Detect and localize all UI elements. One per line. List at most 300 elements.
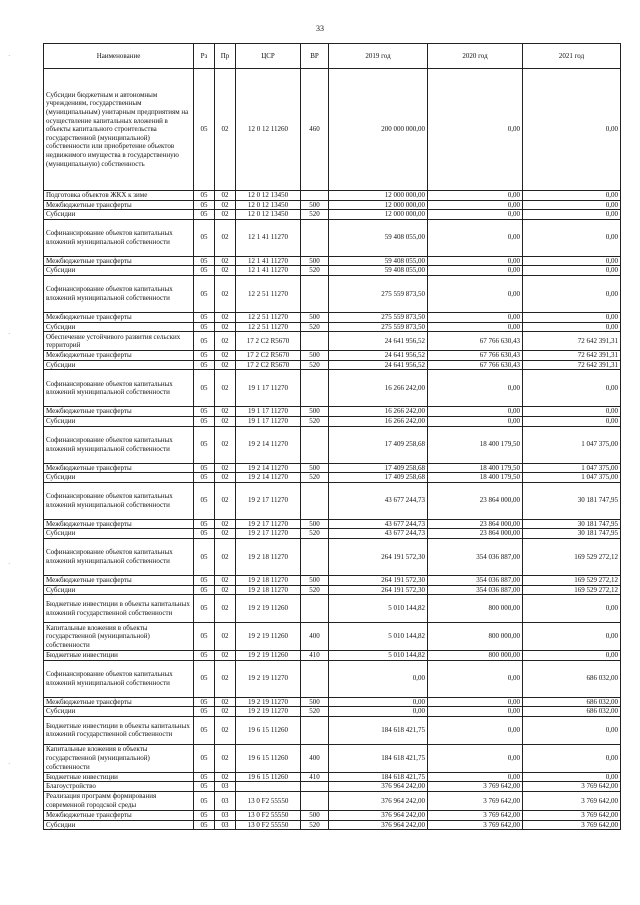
cell-name: Субсидии [44, 266, 194, 276]
cell-csr: 12 0 12 13450 [236, 200, 301, 210]
cell-2019: 59 408 055,00 [329, 219, 428, 256]
cell-csr: 12 0 12 13450 [236, 210, 301, 220]
cell-vr: 500 [301, 519, 329, 529]
cell-pr: 02 [215, 219, 236, 256]
table-row [44, 538, 621, 575]
table-row [44, 585, 621, 595]
cell-2019: 24 641 956,52 [329, 351, 428, 361]
cell-rz: 05 [194, 370, 215, 407]
cell-csr: 19 2 19 11270 [236, 660, 301, 697]
cell-2021: 0,00 [523, 312, 621, 322]
col-header-2021: 2021 год [523, 44, 621, 69]
cell-rz: 05 [194, 716, 215, 744]
cell-2020: 0,00 [428, 275, 523, 312]
cell-2020: 23 864 000,00 [428, 482, 523, 519]
cell-vr: 520 [301, 707, 329, 717]
cell-pr: 03 [215, 811, 236, 821]
cell-name: Межбюджетные трансферты [44, 697, 194, 707]
margin-mark: · [8, 52, 11, 60]
table-row [44, 200, 621, 210]
cell-vr [301, 219, 329, 256]
cell-csr: 19 2 14 11270 [236, 463, 301, 473]
col-header-rz: Рз [194, 44, 215, 69]
cell-2021: 30 181 747,95 [523, 529, 621, 539]
table-row [44, 219, 621, 256]
table-body [44, 69, 621, 830]
cell-name: Межбюджетные трансферты [44, 256, 194, 266]
cell-2021: 0,00 [523, 772, 621, 782]
cell-2019: 264 191 572,30 [329, 538, 428, 575]
cell-pr: 02 [215, 370, 236, 407]
cell-2019: 59 408 055,00 [329, 266, 428, 276]
cell-vr [301, 370, 329, 407]
cell-csr: 13 0 F2 55550 [236, 820, 301, 830]
cell-name: Субсидии [44, 585, 194, 595]
cell-name: Софинансирование объектов капитальных вложений муниципальной собственности [44, 660, 194, 697]
cell-name: Межбюджетные трансферты [44, 200, 194, 210]
cell-pr: 02 [215, 707, 236, 717]
cell-pr: 02 [215, 256, 236, 266]
cell-rz: 05 [194, 69, 215, 191]
cell-2020: 0,00 [428, 772, 523, 782]
cell-rz: 05 [194, 473, 215, 483]
cell-2021: 3 769 642,00 [523, 792, 621, 811]
cell-2019: 184 618 421,75 [329, 744, 428, 772]
cell-pr: 02 [215, 332, 236, 351]
cell-2019: 12 000 000,00 [329, 191, 428, 201]
cell-2019: 0,00 [329, 660, 428, 697]
cell-vr: 400 [301, 744, 329, 772]
table-row [44, 473, 621, 483]
cell-pr: 02 [215, 322, 236, 332]
cell-vr: 410 [301, 651, 329, 661]
cell-name: Обеспечение устойчивого развития сельских территорий [44, 332, 194, 351]
cell-csr: 12 1 41 11270 [236, 266, 301, 276]
table-row [44, 697, 621, 707]
cell-2020: 0,00 [428, 266, 523, 276]
table-row [44, 820, 621, 830]
cell-name: Субсидии [44, 473, 194, 483]
cell-pr: 02 [215, 407, 236, 417]
cell-csr: 19 1 17 11270 [236, 370, 301, 407]
cell-2019: 264 191 572,30 [329, 585, 428, 595]
cell-2019: 376 964 242,00 [329, 811, 428, 821]
cell-csr: 19 2 14 11270 [236, 473, 301, 483]
cell-vr [301, 792, 329, 811]
cell-2019: 5 010 144,82 [329, 623, 428, 651]
cell-csr: 17 2 C2 R5670 [236, 351, 301, 361]
cell-2020: 0,00 [428, 370, 523, 407]
cell-2021: 0,00 [523, 416, 621, 426]
cell-2019: 376 964 242,00 [329, 782, 428, 792]
cell-name: Софинансирование объектов капитальных вложений муниципальной собственности [44, 275, 194, 312]
cell-2021: 0,00 [523, 266, 621, 276]
cell-pr: 02 [215, 210, 236, 220]
cell-csr: 19 2 19 11260 [236, 651, 301, 661]
cell-2021: 169 529 272,12 [523, 575, 621, 585]
cell-2019: 275 559 873,50 [329, 275, 428, 312]
cell-2020: 3 769 642,00 [428, 792, 523, 811]
cell-vr [301, 716, 329, 744]
cell-2019: 0,00 [329, 707, 428, 717]
cell-2021: 0,00 [523, 370, 621, 407]
cell-vr: 500 [301, 312, 329, 322]
cell-pr: 02 [215, 744, 236, 772]
cell-pr: 02 [215, 651, 236, 661]
cell-vr: 500 [301, 575, 329, 585]
cell-name: Бюджетные инвестиции в объекты капитальных вложений государственной собственности [44, 595, 194, 623]
cell-2021: 1 047 375,00 [523, 426, 621, 463]
cell-2020: 0,00 [428, 191, 523, 201]
cell-rz: 05 [194, 416, 215, 426]
cell-pr: 02 [215, 660, 236, 697]
cell-rz: 05 [194, 322, 215, 332]
cell-rz: 05 [194, 351, 215, 361]
cell-2021: 3 769 642,00 [523, 811, 621, 821]
cell-rz: 05 [194, 210, 215, 220]
cell-2021: 0,00 [523, 256, 621, 266]
cell-2021: 0,00 [523, 407, 621, 417]
cell-pr: 02 [215, 538, 236, 575]
cell-csr: 13 0 F2 55550 [236, 792, 301, 811]
cell-name: Бюджетные инвестиции в объекты капитальных вложений государственной собственности [44, 716, 194, 744]
cell-rz: 05 [194, 651, 215, 661]
cell-pr: 02 [215, 623, 236, 651]
table-row [44, 332, 621, 351]
cell-name: Софинансирование объектов капитальных вложений муниципальной собственности [44, 219, 194, 256]
cell-2021: 3 769 642,00 [523, 820, 621, 830]
cell-2019: 16 266 242,00 [329, 416, 428, 426]
cell-csr: 17 2 C2 R5670 [236, 332, 301, 351]
cell-2020: 0,00 [428, 219, 523, 256]
table-row [44, 322, 621, 332]
cell-rz: 05 [194, 538, 215, 575]
cell-rz: 05 [194, 707, 215, 717]
cell-pr: 02 [215, 585, 236, 595]
cell-2021: 30 181 747,95 [523, 482, 621, 519]
cell-name: Субсидии бюджетным и автономным учреждениям, государственным (муниципальным) унитарным предприятиям на осуществление капитальных вложений в объекты капитального строительства государственной (муниципальной) собственности или приобретение объектов недвижимого имущества в государственную (муниципальную) собственность [44, 69, 194, 191]
cell-name: Субсидии [44, 360, 194, 370]
cell-vr: 500 [301, 351, 329, 361]
cell-rz: 05 [194, 312, 215, 322]
cell-2020: 800 000,00 [428, 651, 523, 661]
cell-name: Межбюджетные трансферты [44, 575, 194, 585]
cell-vr: 500 [301, 256, 329, 266]
table-row [44, 266, 621, 276]
cell-pr: 02 [215, 716, 236, 744]
cell-2019: 12 000 000,00 [329, 200, 428, 210]
cell-rz: 05 [194, 782, 215, 792]
cell-csr: 19 2 18 11270 [236, 585, 301, 595]
cell-2020: 23 864 000,00 [428, 519, 523, 529]
cell-2019: 16 266 242,00 [329, 407, 428, 417]
cell-2020: 0,00 [428, 256, 523, 266]
cell-2021: 72 642 391,31 [523, 360, 621, 370]
cell-csr: 12 1 41 11270 [236, 256, 301, 266]
cell-2020: 0,00 [428, 322, 523, 332]
table-row [44, 360, 621, 370]
cell-2021: 0,00 [523, 210, 621, 220]
cell-2021: 0,00 [523, 191, 621, 201]
cell-name: Субсидии [44, 210, 194, 220]
table-row [44, 69, 621, 191]
table-row [44, 312, 621, 322]
table-row [44, 370, 621, 407]
cell-2020: 23 864 000,00 [428, 529, 523, 539]
table-row [44, 256, 621, 266]
cell-2019: 5 010 144,82 [329, 595, 428, 623]
cell-2019: 24 641 956,52 [329, 332, 428, 351]
table-row [44, 519, 621, 529]
cell-2021: 1 047 375,00 [523, 473, 621, 483]
col-header-name: Наименование [44, 44, 194, 69]
cell-csr: 19 1 17 11270 [236, 407, 301, 417]
cell-name: Софинансирование объектов капитальных вложений муниципальной собственности [44, 370, 194, 407]
cell-csr: 12 2 51 11270 [236, 312, 301, 322]
table-row [44, 772, 621, 782]
cell-csr: 19 6 15 11260 [236, 716, 301, 744]
cell-csr: 19 2 18 11270 [236, 538, 301, 575]
cell-pr: 02 [215, 266, 236, 276]
cell-csr: 12 2 51 11270 [236, 322, 301, 332]
cell-2020: 0,00 [428, 707, 523, 717]
cell-2020: 3 769 642,00 [428, 811, 523, 821]
cell-2021: 0,00 [523, 716, 621, 744]
cell-rz: 05 [194, 697, 215, 707]
table-row [44, 716, 621, 744]
cell-rz: 05 [194, 463, 215, 473]
margin-mark: · [8, 330, 11, 338]
cell-name: Субсидии [44, 416, 194, 426]
cell-rz: 05 [194, 407, 215, 417]
table-row [44, 623, 621, 651]
cell-name: Благоустройство [44, 782, 194, 792]
cell-rz: 05 [194, 660, 215, 697]
cell-2019: 24 641 956,52 [329, 360, 428, 370]
cell-csr: 19 2 17 11270 [236, 519, 301, 529]
cell-2021: 169 529 272,12 [523, 538, 621, 575]
cell-rz: 05 [194, 623, 215, 651]
table-row [44, 651, 621, 661]
cell-rz: 05 [194, 811, 215, 821]
cell-2020: 354 036 887,00 [428, 585, 523, 595]
cell-2021: 0,00 [523, 595, 621, 623]
cell-2021: 3 769 642,00 [523, 782, 621, 792]
cell-vr [301, 332, 329, 351]
cell-2019: 275 559 873,50 [329, 322, 428, 332]
cell-vr: 520 [301, 585, 329, 595]
cell-name: Межбюджетные трансферты [44, 312, 194, 322]
cell-name: Софинансирование объектов капитальных вложений муниципальной собственности [44, 426, 194, 463]
table-row [44, 210, 621, 220]
cell-pr: 02 [215, 482, 236, 519]
cell-pr: 02 [215, 575, 236, 585]
cell-rz: 05 [194, 426, 215, 463]
cell-pr: 02 [215, 595, 236, 623]
cell-2020: 3 769 642,00 [428, 820, 523, 830]
table-row [44, 191, 621, 201]
cell-csr: 19 2 19 11260 [236, 595, 301, 623]
cell-2020: 0,00 [428, 200, 523, 210]
cell-vr: 500 [301, 200, 329, 210]
col-header-2020: 2020 год [428, 44, 523, 69]
cell-2021: 1 047 375,00 [523, 463, 621, 473]
cell-2019: 184 618 421,75 [329, 772, 428, 782]
cell-vr: 500 [301, 463, 329, 473]
cell-name: Межбюджетные трансферты [44, 351, 194, 361]
table-row [44, 351, 621, 361]
cell-vr: 520 [301, 473, 329, 483]
cell-name: Субсидии [44, 529, 194, 539]
cell-2021: 0,00 [523, 219, 621, 256]
cell-2021: 0,00 [523, 275, 621, 312]
table-row [44, 482, 621, 519]
cell-vr [301, 191, 329, 201]
cell-csr: 12 2 51 11270 [236, 275, 301, 312]
cell-vr: 460 [301, 69, 329, 191]
cell-vr [301, 538, 329, 575]
cell-rz: 05 [194, 820, 215, 830]
cell-name: Софинансирование объектов капитальных вложений муниципальной собственности [44, 482, 194, 519]
cell-pr: 02 [215, 416, 236, 426]
table-row [44, 595, 621, 623]
cell-vr [301, 595, 329, 623]
cell-csr: 19 1 17 11270 [236, 416, 301, 426]
cell-vr: 410 [301, 772, 329, 782]
cell-csr: 12 0 12 11260 [236, 69, 301, 191]
cell-2021: 0,00 [523, 651, 621, 661]
cell-2019: 376 964 242,00 [329, 792, 428, 811]
cell-2021: 72 642 391,31 [523, 332, 621, 351]
cell-2020: 0,00 [428, 312, 523, 322]
cell-2020: 67 766 630,43 [428, 351, 523, 361]
cell-pr: 02 [215, 200, 236, 210]
cell-vr: 500 [301, 697, 329, 707]
table-row [44, 707, 621, 717]
cell-2021: 30 181 747,95 [523, 519, 621, 529]
cell-2020: 354 036 887,00 [428, 538, 523, 575]
cell-pr: 03 [215, 782, 236, 792]
cell-2020: 18 400 179,50 [428, 426, 523, 463]
cell-csr [236, 782, 301, 792]
cell-2021: 0,00 [523, 200, 621, 210]
cell-rz: 05 [194, 200, 215, 210]
cell-pr: 02 [215, 351, 236, 361]
cell-rz: 05 [194, 332, 215, 351]
cell-2019: 12 000 000,00 [329, 210, 428, 220]
col-header-2019: 2019 год [329, 44, 428, 69]
cell-pr: 02 [215, 772, 236, 782]
cell-2019: 17 409 258,68 [329, 463, 428, 473]
cell-2019: 184 618 421,75 [329, 716, 428, 744]
cell-name: Субсидии [44, 707, 194, 717]
cell-vr: 520 [301, 322, 329, 332]
cell-pr: 02 [215, 312, 236, 322]
cell-rz: 05 [194, 256, 215, 266]
cell-rz: 05 [194, 529, 215, 539]
cell-pr: 02 [215, 191, 236, 201]
cell-2020: 0,00 [428, 210, 523, 220]
cell-rz: 05 [194, 575, 215, 585]
cell-rz: 05 [194, 772, 215, 782]
table-row [44, 575, 621, 585]
cell-2020: 0,00 [428, 69, 523, 191]
cell-name: Межбюджетные трансферты [44, 407, 194, 417]
cell-csr: 12 1 41 11270 [236, 219, 301, 256]
cell-vr: 500 [301, 811, 329, 821]
cell-csr: 19 2 19 11270 [236, 697, 301, 707]
cell-2020: 3 769 642,00 [428, 782, 523, 792]
cell-pr: 03 [215, 820, 236, 830]
cell-csr: 19 2 19 11270 [236, 707, 301, 717]
cell-name: Подготовка объектов ЖКХ к зиме [44, 191, 194, 201]
cell-2020: 800 000,00 [428, 595, 523, 623]
cell-csr: 19 6 15 11260 [236, 744, 301, 772]
cell-vr: 520 [301, 529, 329, 539]
cell-csr: 19 6 15 11260 [236, 772, 301, 782]
cell-vr: 500 [301, 407, 329, 417]
cell-rz: 05 [194, 519, 215, 529]
cell-2020: 0,00 [428, 416, 523, 426]
table-row [44, 426, 621, 463]
cell-pr: 02 [215, 473, 236, 483]
cell-name: Межбюджетные трансферты [44, 463, 194, 473]
cell-rz: 05 [194, 275, 215, 312]
cell-2019: 0,00 [329, 697, 428, 707]
cell-2019: 17 409 258,68 [329, 473, 428, 483]
cell-pr: 02 [215, 360, 236, 370]
cell-name: Межбюджетные трансферты [44, 519, 194, 529]
cell-2019: 59 408 055,00 [329, 256, 428, 266]
cell-csr: 19 2 17 11270 [236, 529, 301, 539]
cell-2020: 0,00 [428, 407, 523, 417]
cell-name: Субсидии [44, 322, 194, 332]
table-row [44, 275, 621, 312]
col-header-pr: Пр [215, 44, 236, 69]
cell-csr: 19 2 19 11260 [236, 623, 301, 651]
page-number: 33 [316, 24, 324, 33]
cell-rz: 05 [194, 744, 215, 772]
table-row [44, 744, 621, 772]
cell-2020: 800 000,00 [428, 623, 523, 651]
cell-2020: 354 036 887,00 [428, 575, 523, 585]
col-header-vr: ВР [301, 44, 329, 69]
cell-2020: 67 766 630,43 [428, 360, 523, 370]
cell-2020: 18 400 179,50 [428, 463, 523, 473]
cell-rz: 05 [194, 360, 215, 370]
cell-pr: 02 [215, 463, 236, 473]
cell-2019: 16 266 242,00 [329, 370, 428, 407]
cell-csr: 19 2 18 11270 [236, 575, 301, 585]
table-row [44, 811, 621, 821]
cell-rz: 05 [194, 482, 215, 519]
cell-rz: 05 [194, 266, 215, 276]
cell-2020: 0,00 [428, 660, 523, 697]
margin-mark: · [8, 760, 11, 768]
cell-csr: 13 0 F2 55550 [236, 811, 301, 821]
cell-2020: 0,00 [428, 744, 523, 772]
cell-2021: 686 032,00 [523, 707, 621, 717]
budget-table [43, 43, 621, 830]
table-row [44, 416, 621, 426]
cell-2020: 18 400 179,50 [428, 473, 523, 483]
cell-name: Реализация программ формирования современной городской среды [44, 792, 194, 811]
table-row [44, 792, 621, 811]
cell-pr: 02 [215, 519, 236, 529]
cell-pr: 02 [215, 275, 236, 312]
cell-vr: 400 [301, 623, 329, 651]
cell-csr: 17 2 C2 R5670 [236, 360, 301, 370]
